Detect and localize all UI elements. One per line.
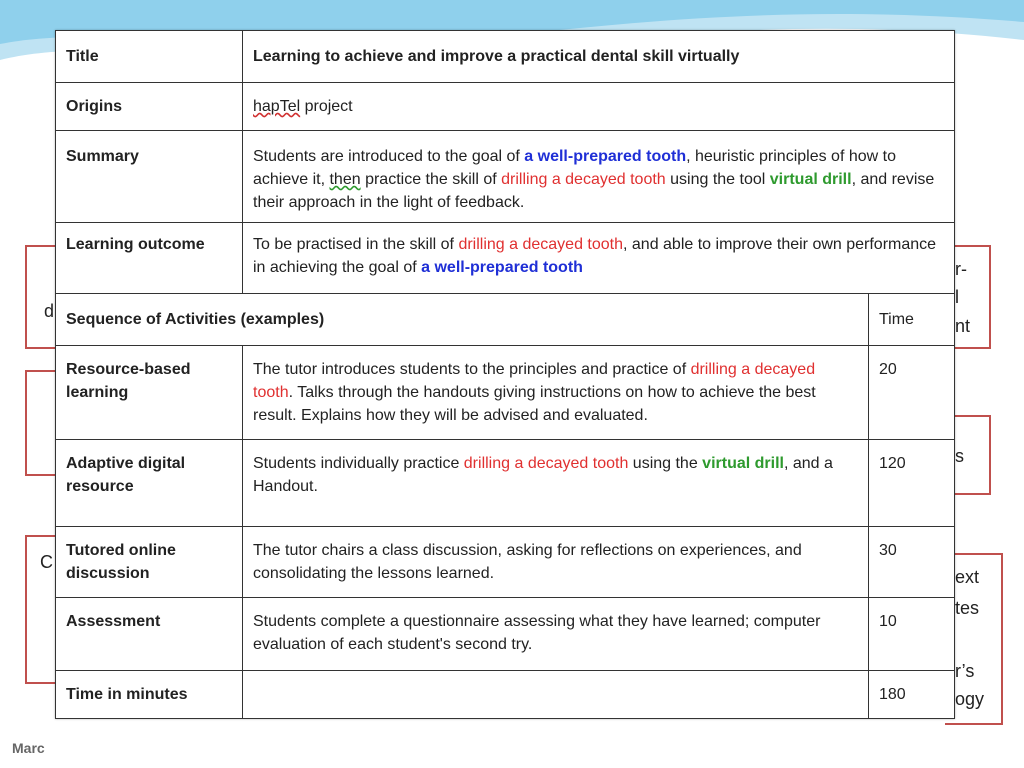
- left-side-text-2: C: [40, 552, 53, 572]
- activity-text: Students complete a questionnaire assessing what they have learned; computer evaluation of each student's second try.: [253, 613, 821, 653]
- right-side-text-3: nt: [955, 316, 971, 336]
- right-side-text-5: ext: [955, 567, 980, 587]
- activity-time: 30: [868, 527, 954, 598]
- summary-text: using the tool: [665, 171, 770, 188]
- total-time-row: [56, 671, 955, 719]
- summary-text: practice the skill of: [360, 171, 502, 188]
- activity-label: Adaptive digital resource: [56, 440, 243, 527]
- right-side-text-2: l: [955, 287, 959, 307]
- origins-project-suffix: project: [300, 98, 353, 115]
- activity-row: [56, 598, 955, 671]
- summary-value: [243, 131, 955, 223]
- activity-skill-highlight: drilling a decayed tooth: [253, 361, 816, 401]
- activity-text: , and a Handout.: [253, 455, 833, 495]
- learning-design-table: [55, 30, 955, 719]
- activity-description: [243, 346, 869, 440]
- right-side-text-4: s: [955, 446, 964, 466]
- activity-label: Assessment: [56, 598, 243, 671]
- summary-row: [56, 131, 955, 223]
- origins-value: [243, 83, 955, 131]
- origins-label: Origins: [56, 83, 243, 131]
- activity-text: . Talks through the handouts giving instructions on how to achieve the best result. Explains how they will be advised and evaluated.: [253, 384, 816, 424]
- activity-text: The tutor introduces students to the principles and practice of: [253, 361, 691, 378]
- summary-skill-highlight: drilling a decayed tooth: [501, 171, 666, 188]
- right-side-text-8: ogy: [955, 689, 985, 709]
- activity-time: 20: [868, 346, 954, 440]
- learning-design-document: [55, 30, 955, 719]
- time-header: Time: [868, 294, 954, 346]
- total-time-spacer: [243, 671, 869, 719]
- title-value: Learning to achieve and improve a practical dental skill virtually: [243, 31, 955, 83]
- activity-text: Students individually practice: [253, 455, 464, 472]
- activity-description: [243, 527, 869, 598]
- title-row: [56, 31, 955, 83]
- summary-text: Students are introduced to the goal of: [253, 148, 525, 165]
- activity-time: 10: [868, 598, 954, 671]
- origins-project-name: hapTel: [253, 98, 301, 115]
- activity-skill-highlight: drilling a decayed tooth: [463, 455, 629, 472]
- right-side-text-6: tes: [955, 598, 980, 618]
- summary-text: , heuristic principles of how to achieve it,: [253, 148, 896, 188]
- activity-text: using the: [628, 455, 703, 472]
- activity-row: [56, 527, 955, 598]
- activity-description: [243, 598, 869, 671]
- origins-row: [56, 83, 955, 131]
- total-time-label: Time in minutes: [56, 671, 243, 719]
- activity-label: Resource-based learning: [56, 346, 243, 440]
- activity-row: [56, 440, 955, 527]
- summary-goal-highlight: a well-prepared tooth: [524, 148, 687, 165]
- summary-label: Summary: [56, 131, 243, 223]
- activity-time: 120: [868, 440, 954, 527]
- activity-label: Tutored online discussion: [56, 527, 243, 598]
- outcome-text: , and able to improve their own performance in achieving the goal of: [253, 236, 937, 276]
- summary-then-word: then: [329, 171, 361, 188]
- title-label: Title: [56, 31, 243, 83]
- activities-header: Sequence of Activities (examples): [56, 294, 869, 346]
- left-side-text-1: d: [44, 301, 55, 321]
- activities-header-row: [56, 294, 955, 346]
- outcome-text: To be practised in the skill of: [253, 236, 459, 253]
- summary-text: , and revise their approach in the light of feedback.: [253, 171, 935, 211]
- right-side-text-1: r-: [955, 259, 967, 279]
- summary-tool-highlight: virtual drill: [769, 171, 852, 188]
- activity-tool-highlight: virtual drill: [702, 455, 784, 472]
- outcome-skill-highlight: drilling a decayed tooth: [458, 236, 623, 253]
- activity-text: The tutor chairs a class discussion, asking for reflections on experiences, and consolidating the lessons learned.: [253, 542, 802, 582]
- outcome-row: [56, 223, 955, 294]
- activity-description: [243, 440, 869, 527]
- outcome-goal-highlight: a well-prepared tooth: [421, 259, 583, 276]
- right-side-text-7: r’s: [955, 661, 975, 681]
- activity-row: [56, 346, 955, 440]
- slide-footer: Marc: [12, 740, 45, 756]
- outcome-value: [243, 223, 955, 294]
- total-time-value: 180: [868, 671, 954, 719]
- outcome-label: Learning outcome: [56, 223, 243, 294]
